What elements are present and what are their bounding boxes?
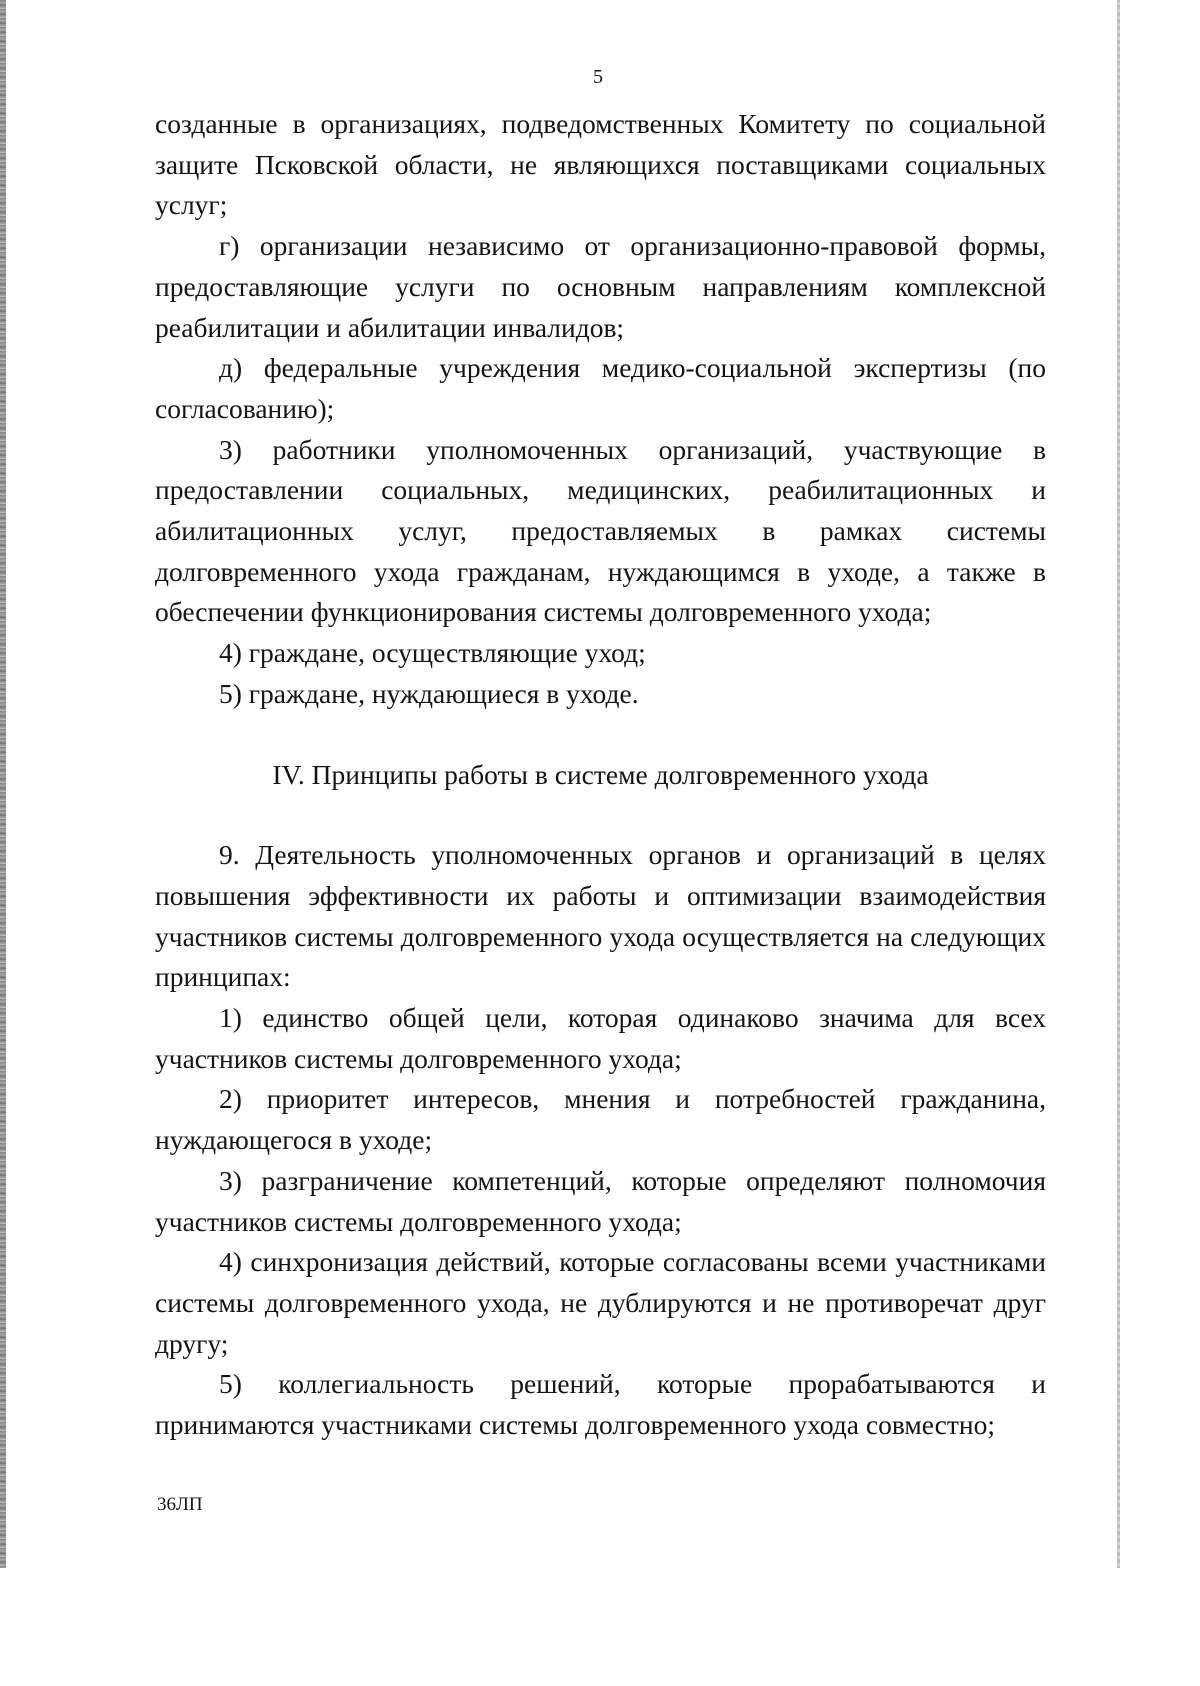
scan-edge-right: [1117, 0, 1120, 1568]
paragraphs-before: [155, 104, 1046, 715]
paragraph: 3) разграничение компетенций, которые определяют полномочия участников системы долговременного ухода;: [155, 1164, 1046, 1237]
paragraphs-after: [155, 835, 1046, 1446]
paragraph: 9. Деятельность уполномоченных органов и организаций в целях повышения эффективности их работы и оптимизации взаимодействия участников системы долговременного ухода осуществляется на следующих принципах:: [155, 839, 1046, 993]
page-number: 5: [593, 66, 603, 88]
paragraph: 3) работники уполномоченных организаций, участвующие в предоставлении социальных, медицинских, реабилитационных и абилитационных услуг, предоставляемых в рамках системы долговременного ухода гражданам, нуждающимся в уходе, а также в обеспечении функционирования системы долговременного ухода;: [155, 433, 1046, 628]
paragraph: д) федеральные учреждения медико-социальной экспертизы (по согласованию);: [155, 352, 1046, 424]
paragraph: г) организации независимо от организационно-правовой формы, предоставляющие услуги по основным направлениям комплексной реабилитации и абилитации инвалидов;: [155, 230, 1046, 343]
paragraph: созданные в организациях, подведомственных Комитету по социальной защите Псковской области, не являющихся поставщиками социальных услуг;: [155, 108, 1046, 221]
paragraph: 1) единство общей цели, которая одинаково значима для всех участников системы долговременного ухода;: [155, 1002, 1046, 1074]
paragraph: 4) граждане, осуществляющие уход;: [219, 637, 646, 669]
paragraph: 5) граждане, нуждающиеся в уходе.: [219, 677, 639, 709]
paragraph: 4) синхронизация действий, которые согласованы всеми участниками системы долговременного ухода, не дублируются и не противоречат друг другу;: [155, 1246, 1046, 1359]
scan-edge-left: [0, 0, 6, 1568]
section-heading: IV. Принципы работы в системе долговременного ухода: [272, 758, 929, 790]
paragraph: 5) коллегиальность решений, которые прорабатываются и принимаются участниками системы долговременного ухода совместно;: [155, 1368, 1046, 1441]
footer-code: 36ЛП: [157, 1494, 203, 1515]
document-body: [155, 104, 1046, 1446]
paragraph: 2) приоритет интересов, мнения и потребностей гражданина, нуждающегося в уходе;: [155, 1083, 1046, 1156]
